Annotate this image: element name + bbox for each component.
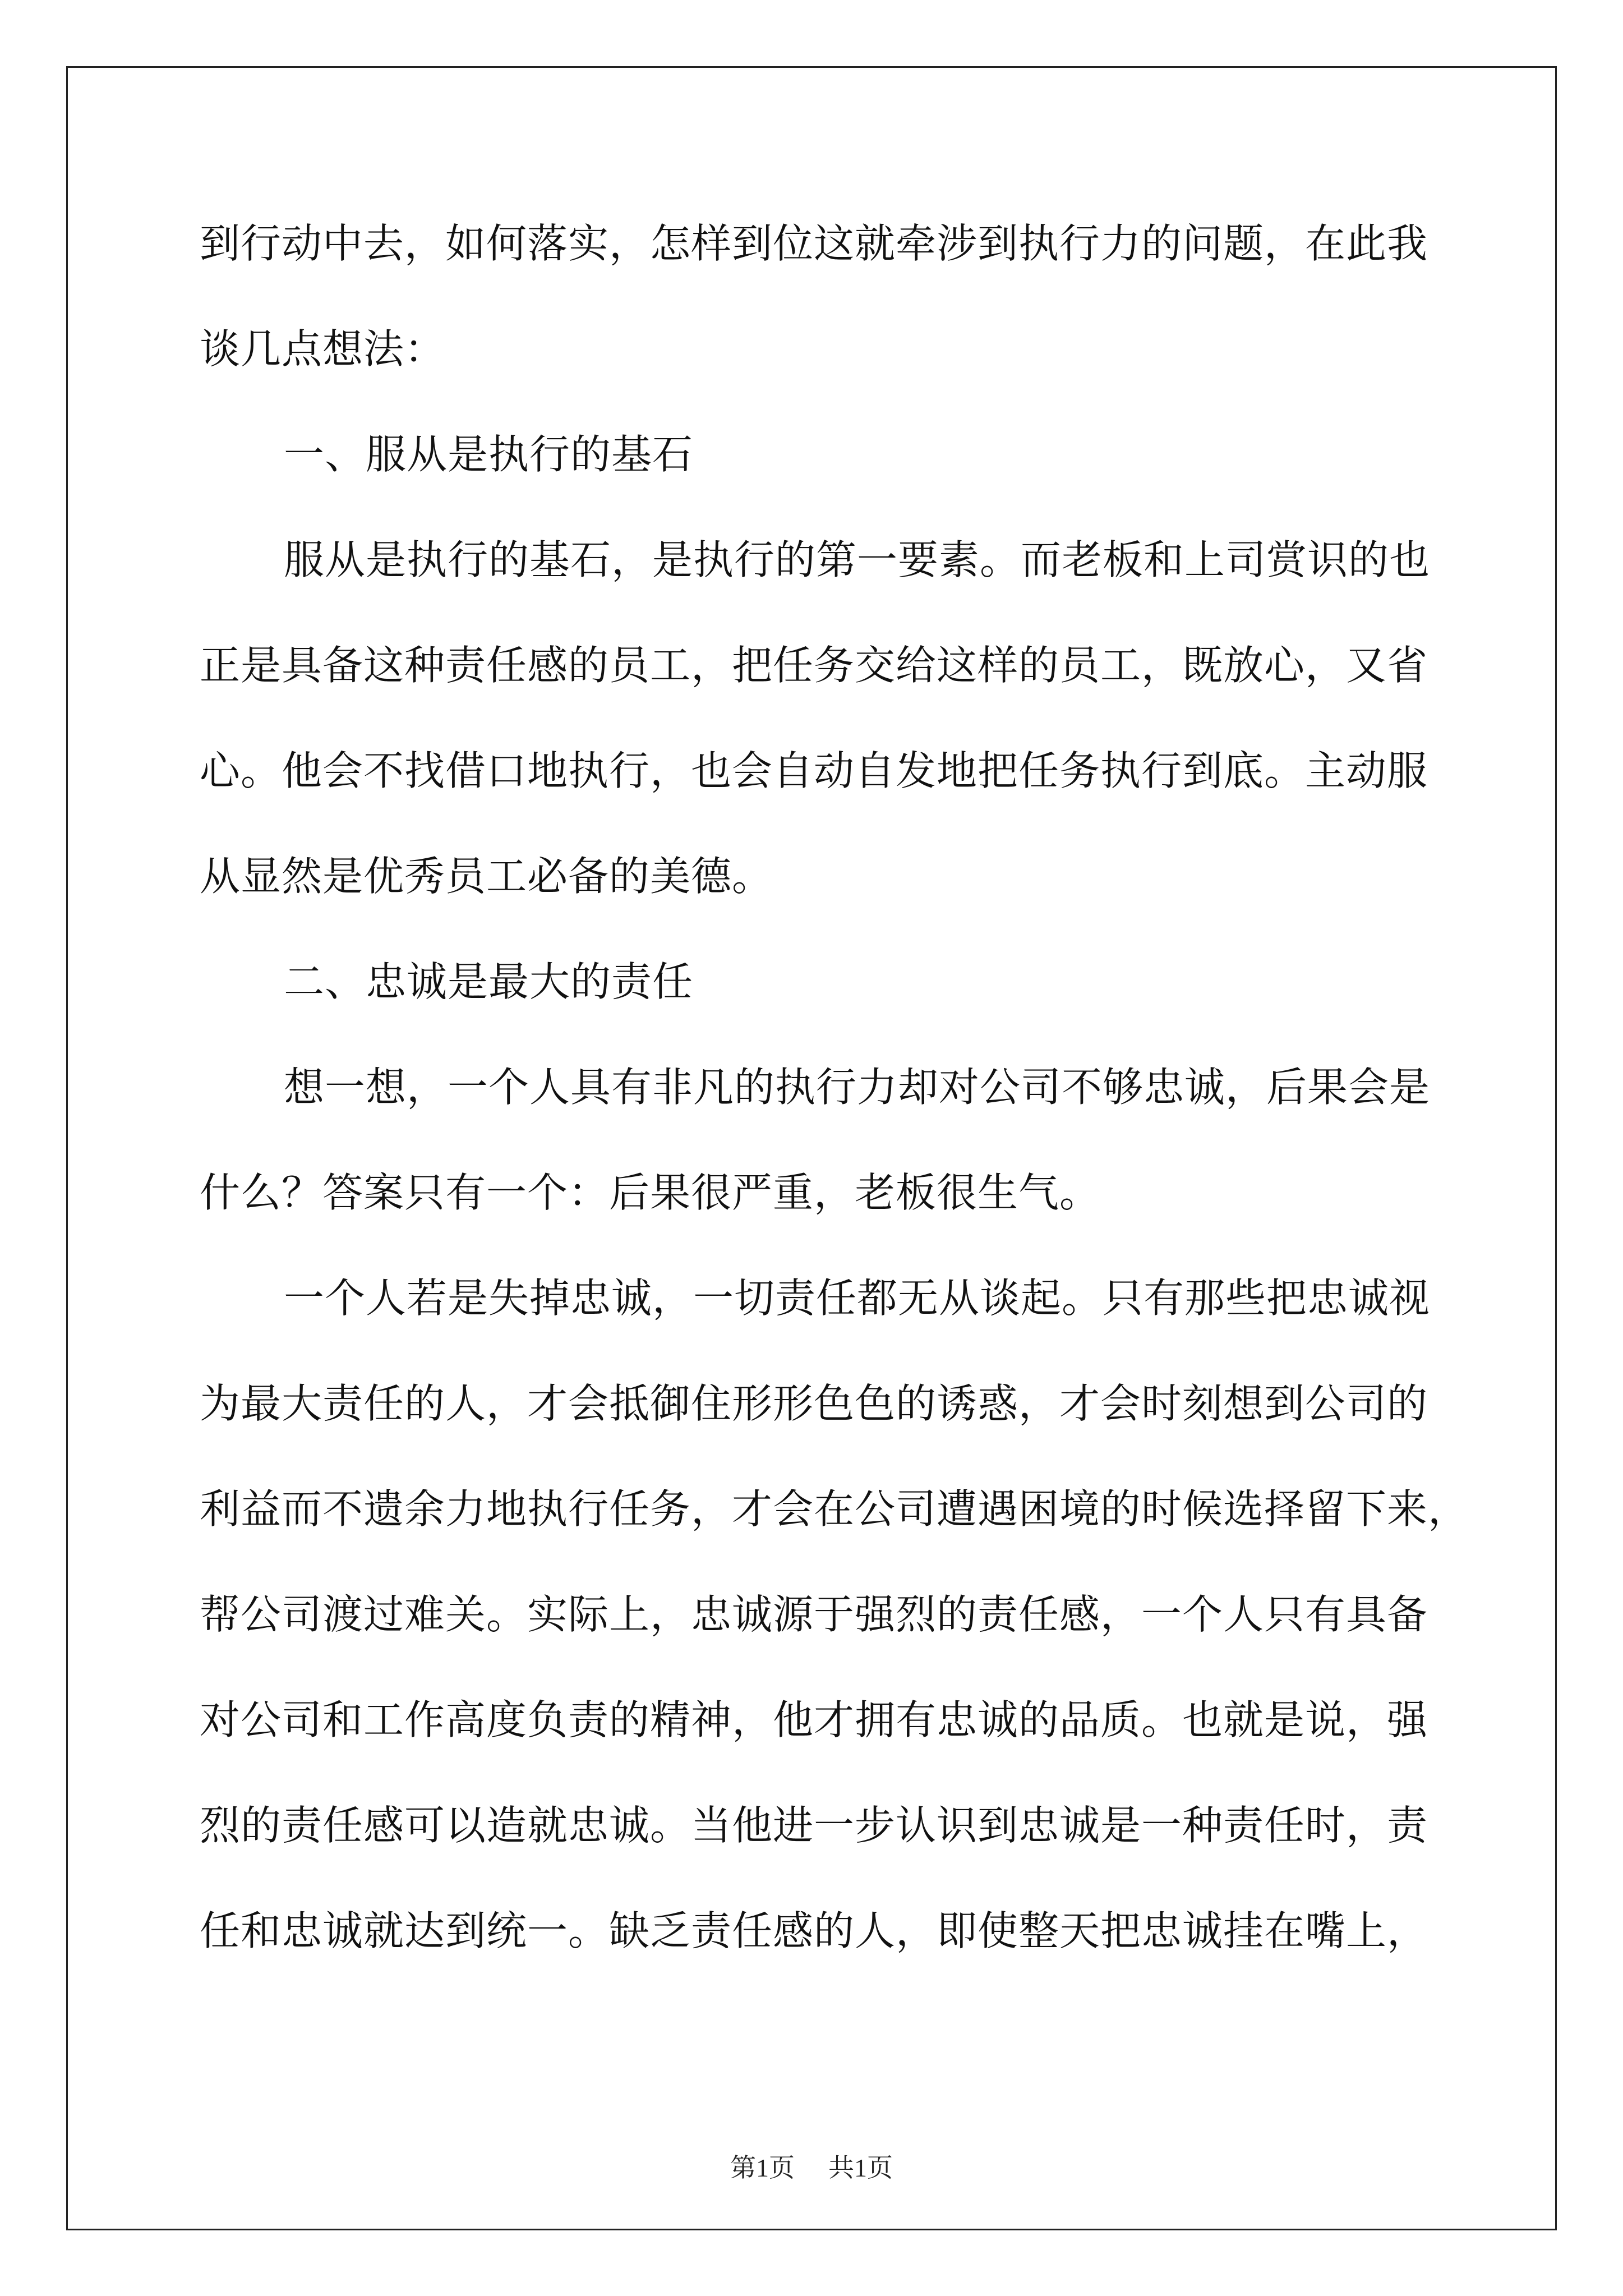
text-line: 一个人若是失掉忠诚，一切责任都无从谈起。只有那些把忠诚视 [284, 1274, 1431, 1322]
text-line: 心。他会不找借口地执行，也会自动自发地把任务执行到底。主动服 [200, 747, 1428, 794]
section-heading: 二、忠诚是最大的责任 [284, 958, 694, 1005]
text-line: 服从是执行的基石，是执行的第一要素。而老板和上司赏识的也 [284, 536, 1431, 583]
text-line: 到行动中去，如何落实，怎样到位这就牵涉到执行力的问题，在此我 [200, 220, 1428, 267]
text-line: 谈几点想法： [200, 325, 446, 372]
page-footer [0, 2147, 1623, 2184]
text-line: 正是具备这种责任感的员工，把任务交给这样的员工，既放心，又省 [200, 642, 1428, 689]
text-line: 对公司和工作高度负责的精神，他才拥有忠诚的品质。也就是说，强 [200, 1696, 1428, 1743]
document-body [200, 191, 1469, 1984]
text-line: 烈的责任感可以造就忠诚。当他进一步认识到忠诚是一种责任时，责 [200, 1802, 1428, 1849]
text-line: 从显然是优秀员工必备的美德。 [200, 853, 773, 900]
page-number-current: 第1页 [730, 2154, 795, 2182]
section-heading: 一、服从是执行的基石 [284, 431, 694, 478]
text-line: 帮公司渡过难关。实际上，忠诚源于强烈的责任感，一个人只有具备 [200, 1591, 1428, 1638]
text-line: 利益而不遗余力地执行任务，才会在公司遭遇困境的时候选择留下来， [200, 1485, 1469, 1533]
text-line: 任和忠诚就达到统一。缺乏责任感的人，即使整天把忠诚挂在嘴上， [200, 1907, 1428, 1954]
page-number-total: 共1页 [828, 2154, 893, 2182]
text-line: 什么？答案只有一个：后果很严重，老板很生气。 [200, 1169, 1101, 1216]
text-line: 想一想，一个人具有非凡的执行力却对公司不够忠诚，后果会是 [284, 1064, 1431, 1111]
text-line: 为最大责任的人，才会抵御住形形色色的诱惑，才会时刻想到公司的 [200, 1380, 1428, 1427]
